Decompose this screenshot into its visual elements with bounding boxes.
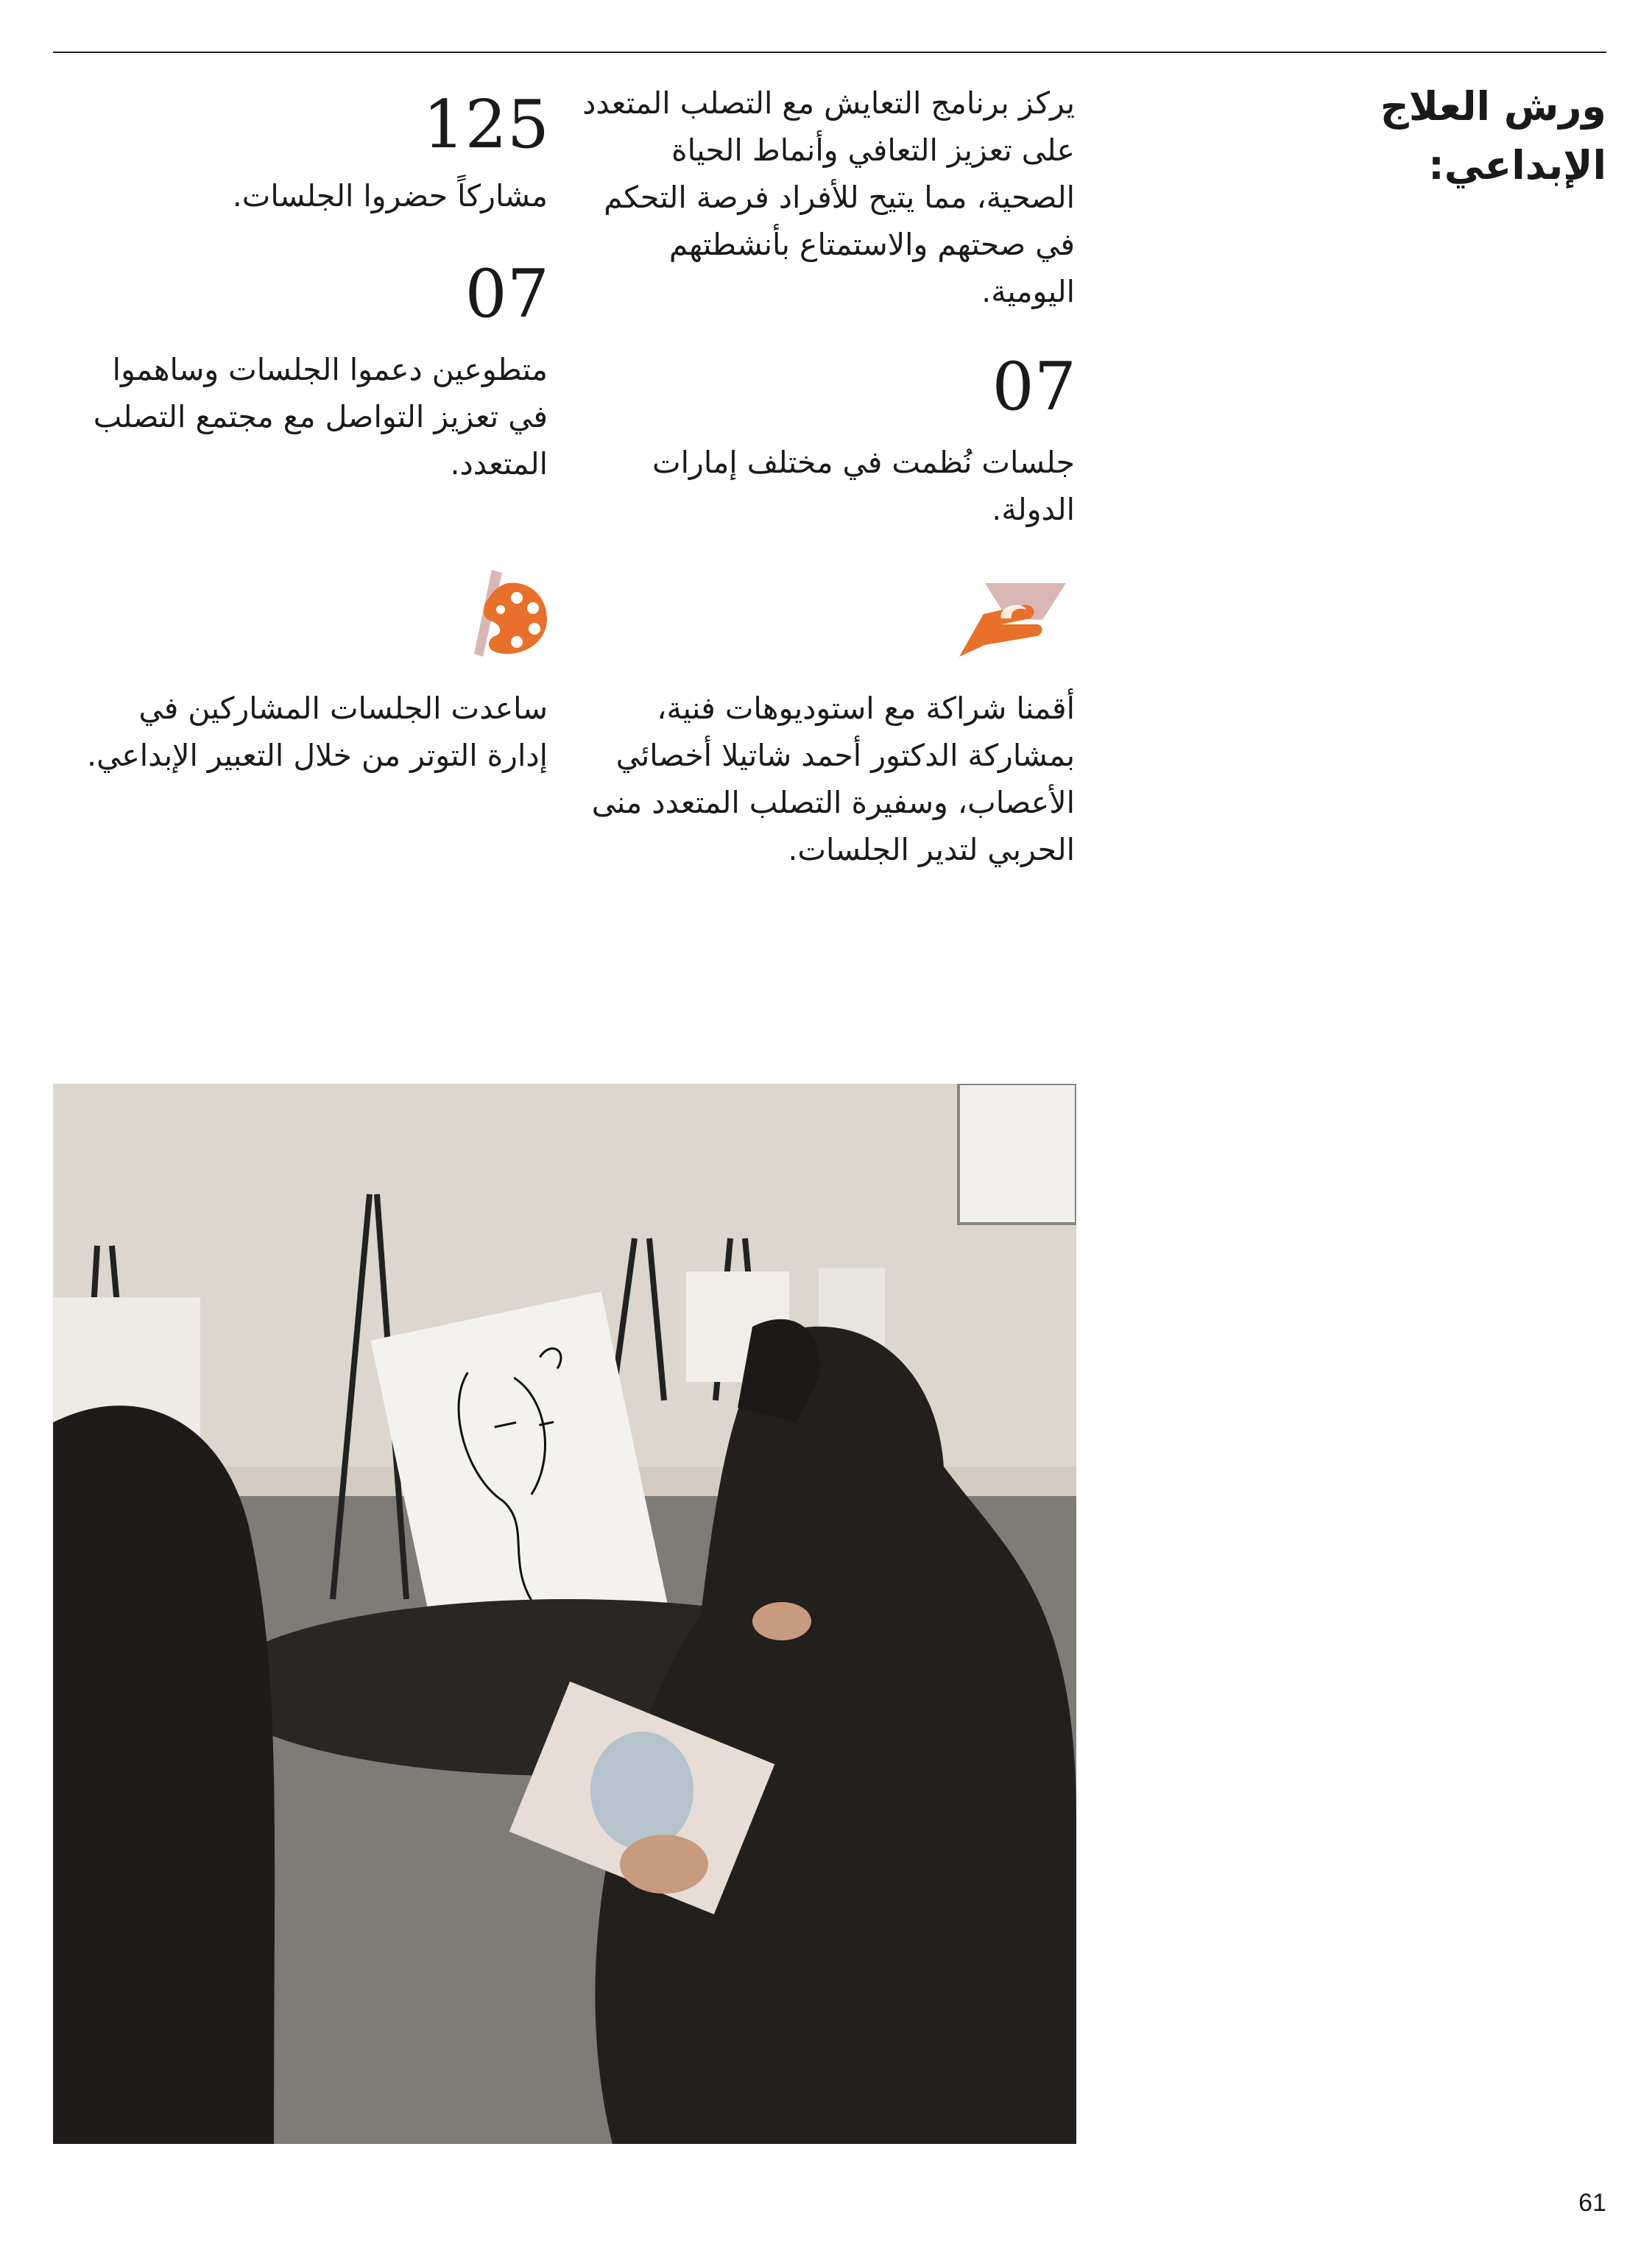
partnership-text: أقمنا شراكة مع استوديوهات فنية، بمشاركة الدكتور أحمد شاتيلا أخصائي الأعصاب، وسفيرة التصلب المتعدد منى الحربي لتدير الجلسات. bbox=[591, 691, 1075, 867]
intro-paragraph: يركز برنامج التعايش مع التصلب المتعدد على تعزيز التعافي وأنماط الحياة الصحية، مما يتيح للأفراد فرصة التحكم في صحتهم والاستمتاع بأنشطتهم اليومية. bbox=[582, 85, 1075, 309]
section-title: ورش العلاج الإبداعي: bbox=[1380, 83, 1606, 188]
workshop-photo bbox=[53, 1084, 1076, 2144]
palette-icon bbox=[464, 567, 552, 663]
page-number: 61 bbox=[1578, 2189, 1606, 2217]
participants-count: 125 bbox=[423, 86, 549, 163]
participants-label: مشاركاً حضروا الجلسات. bbox=[232, 178, 548, 214]
volunteers-count: 07 bbox=[465, 255, 549, 333]
stress-text: ساعدت الجلسات المشاركين في إدارة التوتر من خلال التعبير الإبداعي. bbox=[87, 691, 548, 773]
sessions-label: جلسات نُظمت في مختلف إمارات الدولة. bbox=[652, 445, 1075, 527]
workshop-photo-illustration bbox=[53, 1084, 1076, 2144]
top-rule bbox=[53, 52, 1606, 53]
sessions-count: 07 bbox=[992, 348, 1076, 426]
volunteers-label: متطوعين دعموا الجلسات وساهموا في تعزيز التواصل مع مجتمع التصلب المتعدد. bbox=[93, 352, 548, 482]
hands-heart-icon bbox=[956, 576, 1073, 664]
